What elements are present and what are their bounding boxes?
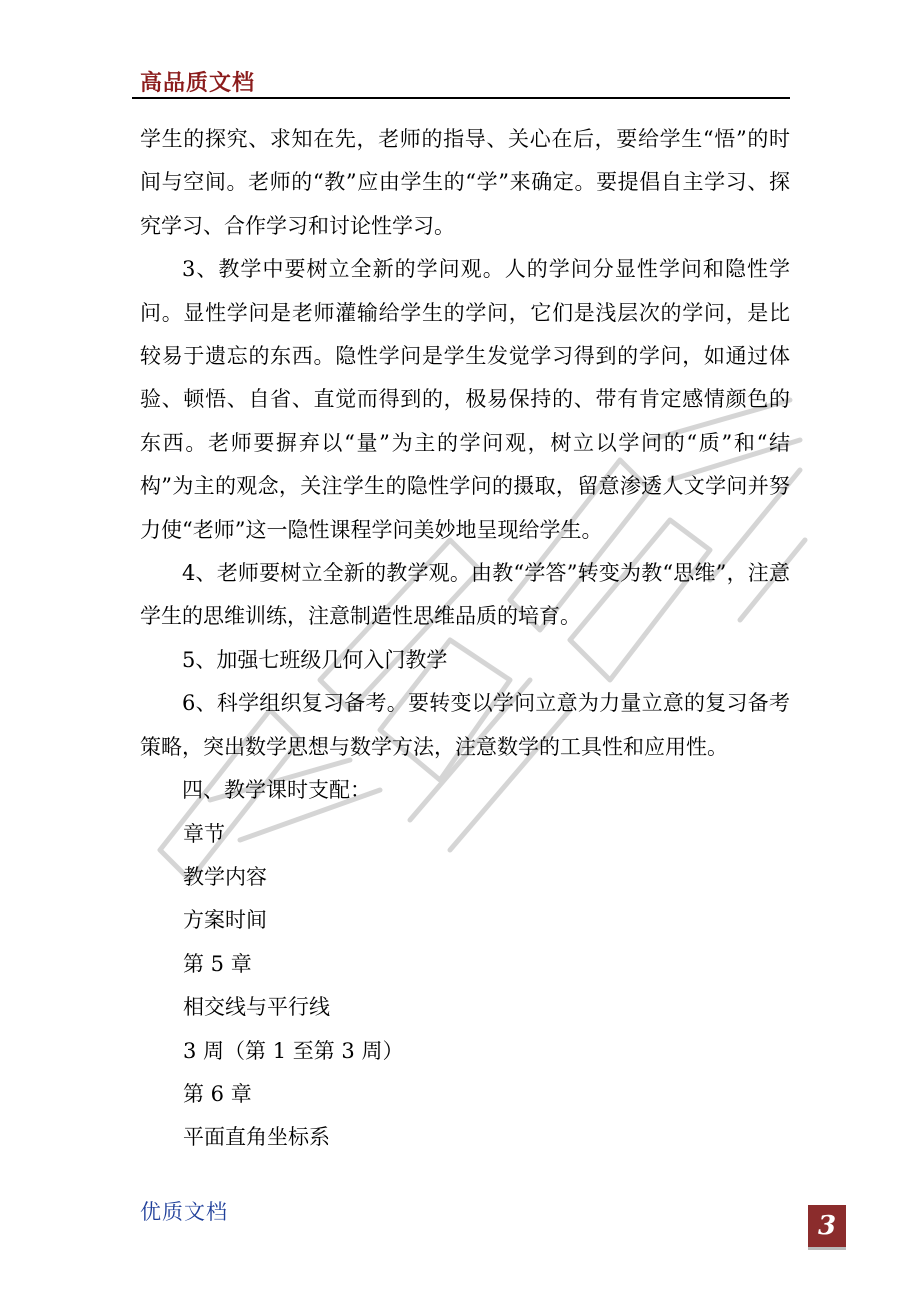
paragraph: 5、加强七班级几何入门教学 <box>182 647 448 672</box>
section-heading: 四、教学课时支配： <box>182 778 371 803</box>
paragraph: 4、老师要树立全新的教学观。由教“学答”转变为教“思维”，注意学生的思维训练，注意制造性思维品质的培育。 <box>140 561 790 629</box>
page-number-badge: 3 <box>808 1205 846 1247</box>
header-divider <box>132 97 790 99</box>
paragraph: 6、科学组织复习备考。要转变以学问立意为力量立意的复习备考策略，突出数学思想与数学方法，注意数学的工具性和应用性。 <box>140 691 790 759</box>
table-cell: 相交线与平行线 <box>183 995 330 1020</box>
table-cell: 第 6 章 <box>183 1081 252 1106</box>
table-cell: 教学内容 <box>183 864 267 889</box>
table-cell: 3 周（第 1 至第 3 周） <box>183 1038 404 1063</box>
footer-title: 优质文档 <box>140 1200 228 1224</box>
paragraph: 3、教学中要树立全新的学问观。人的学问分显性学问和隐性学问。显性学问是老师灌输给学生的学问，它们是浅层次的学问，是比较易于遗忘的东西。隐性学问是学生发觉学习得到的学问，如通过体验、顿悟、自省、直觉而得到的，极易保持的、带有肯定感情颜色的东西。老师要摒弃以“量”为主的学问观，树立以学问的“质”和“结构”为主的观念，关注学生的隐性学问的摄取，留意渗透人文学问并努力使“老师”这一隐性课程学问美妙地呈现给学生。 <box>140 257 790 542</box>
table-cell: 平面直角坐标系 <box>183 1125 330 1150</box>
table-cell: 章节 <box>183 821 225 846</box>
page-badge-shadow <box>808 1247 846 1250</box>
table-cell: 第 5 章 <box>183 951 252 976</box>
table-cell: 方案时间 <box>183 908 267 933</box>
header-title: 高品质文档 <box>140 71 256 96</box>
paragraph: 学生的探究、求知在先，老师的指导、关心在后，要给学生“悟”的时间与空间。老师的“教”应由学生的“学”来确定。要提倡自主学习、探究学习、合作学习和讨论性学习。 <box>140 127 790 238</box>
document-body <box>140 118 790 1160</box>
